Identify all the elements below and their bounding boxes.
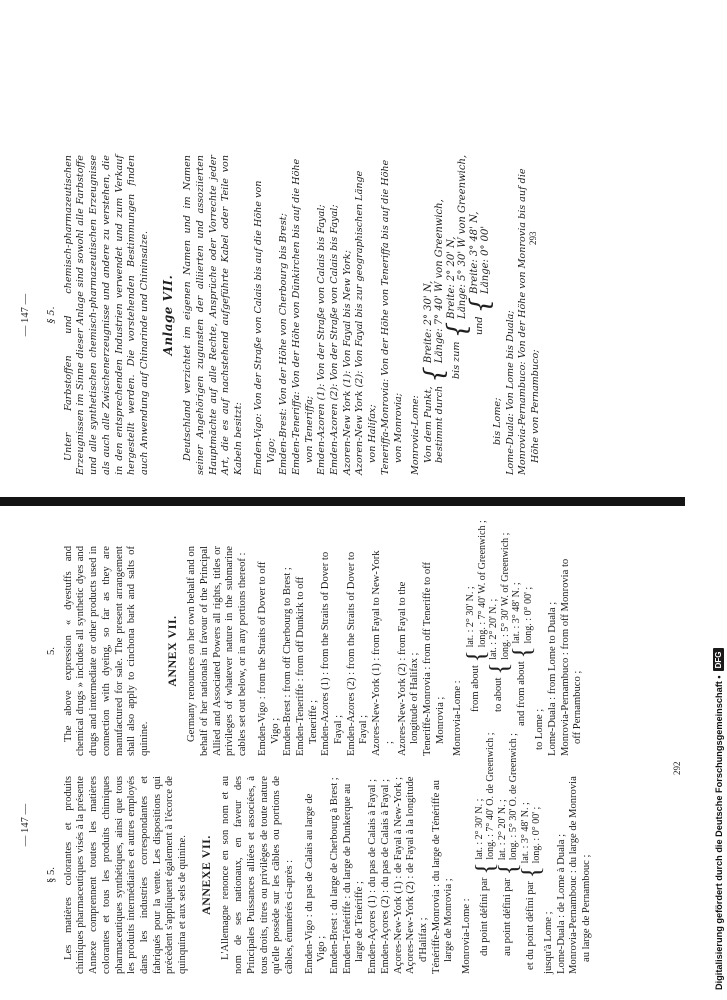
fr-section-text: Les matières colorantes et produits chimiques pharmaceutiques visés à la présente Annexe comprennent toutes les matières colorantes et tous les produits chimiques pharmaceutiques synthétiques, ainsi que tous les produits intermédiaires et autres employés dans les industries correspondantes et fabriqués pour la vente. Les dispositions qui précèdent s'appliquent également à l'écorce de quinquina et aux sels de quinine. <box>62 776 189 974</box>
brace-glyph: { <box>507 646 537 659</box>
fr-section-mark: § 5. <box>46 867 57 883</box>
en-cable-item: Emden-Vigo : from the Straits of Dover to off Vigo ; <box>256 561 281 756</box>
brace-glyph: { <box>516 866 546 879</box>
fr-monrovia-lome: Monrovia-Lome : <box>461 898 473 974</box>
fr-annex-intro: L'Allemagne renonce en son nom et au nom de ses nationaux, en faveur des Principales Puissances alliées et associées, à tous droits, titres ou privilèges de toute nature qu'elle possède sur les câbles ou portions de câbles, énumérés ci-après : <box>220 776 295 974</box>
en-cable-item: Emden-Azores (1) : from the Straits of Dover to Fayal ; <box>320 551 345 756</box>
en-to-point: to about { lat. : 2° 20' N. ; long. : 5° 30' W. of Greenwich ; <box>484 532 514 712</box>
de-cable-item: Emden-Azoren (1): Von der Straße von Calais bis Fayal; <box>316 204 328 475</box>
fr-to-point: au point défini par { lat. : 2° 20' N. ; long. : 5° 30' O. de Greenwich ; <box>493 733 523 956</box>
left-page-number: — 147 — <box>20 803 31 847</box>
fr-until: jusqu'à Lome ; <box>542 911 554 974</box>
brace-glyph: { <box>419 366 450 383</box>
de-cable-item: Azoren-New York (2): Von Fayal bis zur geographischen Länge von Halifax; <box>354 170 379 475</box>
right-page-number: — 147 — <box>20 293 31 337</box>
en-until: to Lome ; <box>534 708 546 750</box>
fr-from-point: du point défini par { lat. : 2° 30' N. ; long. : 7° 40' O. de Greenwich ; <box>470 732 500 956</box>
de-section-mark: § 5. <box>46 306 57 324</box>
de-lome-duala: Lome-Duala: Von Lome bis Duala; <box>504 310 516 475</box>
brace-glyph: { <box>484 662 514 675</box>
de-annex-title: Anlage VII. <box>160 274 175 356</box>
de-cable-item: Emden-Brest: Von der Höhe von Cherbourg bis Brest; <box>278 213 290 475</box>
en-lome-duala: Lome-Duala : from Lome to Duala ; <box>546 601 558 756</box>
de-cable-item: Emden-Teneriffa: Von der Höhe von Dünkirchen bis auf die Höhe von Teneriffa; <box>290 158 315 475</box>
brace-glyph: { <box>470 862 500 875</box>
en-cable-item: Azores-New-York (2) : from Fayal to the longitude of Halifax ; <box>396 581 421 756</box>
left-page-code: 292 <box>672 761 682 775</box>
de-annex-intro: Deutschland verzichtet im eigenen Namen und im Namen seiner Angehörigen zugunsten der alliierten und assoziierten Hauptmächte auf alle Rechte, Ansprüche oder Vorrechte jeder Art, die es auf nachstehend aufgeführte Kabel oder Teile von Kabeln besitzt: <box>182 155 245 475</box>
german-column <box>44 155 543 475</box>
de-cable-item: Azoren-New York (1): Von Fayal bis New York; <box>341 250 353 475</box>
de-cable-item: Emden-Azoren (2): Von der Straße von Calais bis Fayal; <box>329 204 341 475</box>
en-and-point: and from about { lat. : 3° 48' N. ; long. : 0° 00' ; <box>507 582 537 726</box>
page-gutter <box>0 497 685 506</box>
en-annex-title: ANNEX VII. <box>164 615 179 687</box>
brace-glyph: { <box>465 296 496 314</box>
de-until: bis Lome; <box>491 397 503 445</box>
en-cable-item: Emden-Azores (2) : from the Straits of Dover to Fayal ; <box>345 551 370 756</box>
de-cable-item: Teneriffa-Monrovia: Von der Höhe von Teneriffa bis auf die Höhe von Monrovia; <box>379 159 404 475</box>
en-cable-item: Teneriffe-Monrovia : from off Teneriffe to off Monrovia ; <box>421 561 446 756</box>
fr-cable-item: Açores-New-York (1) : de Fayal à New-York ; <box>392 776 404 974</box>
credit-text: Digitalisierung gefördert durch die Deutsche Forschungsgemeinschaft • <box>713 675 724 990</box>
en-section-text: The above expression « dyestuffs and chemical drugs » includes all synthetic dyes and drugs and intermediate or other products used in connection with dyeing, so far as they are manufactured for sale. The present arrangement shall also apply to cinchona bark and salts of quinine. <box>62 546 150 756</box>
french-column <box>44 732 594 974</box>
fr-cable-item: Emden-Brest : du large de Cherbourg à Brest ; <box>329 777 341 974</box>
fr-cable-item: Emden-Açores (2) : du pas de Calais à Fayal ; <box>379 778 391 974</box>
brace-glyph: { <box>493 862 523 876</box>
dfg-logo-icon: DFG <box>713 648 724 671</box>
de-monrovia-lome: Monrovia-Lome: <box>410 395 422 475</box>
en-cable-item: Emden-Teneriffe : from off Dunkirk to off Teneriffe ; <box>294 576 319 756</box>
brace-glyph: { <box>461 650 491 663</box>
fr-cable-item: Ténériffe-Monrovia : du large de Ténériffe au large de Monrovia ; <box>430 780 455 974</box>
en-section-mark: 5. <box>46 647 57 655</box>
en-monrovia-lome: Monrovia-Lome : <box>452 680 464 756</box>
en-monrovia-pernambuco: Monrovia-Pernambuco : from off Monrovia to off Pernambuco ; <box>559 558 584 756</box>
fr-cable-item: Emden-Açores (1) : du pas de Calais à Fayal ; <box>367 778 379 974</box>
fr-monrovia-pernambouc: Monrovia-Pernambouc : du large de Monrovia au large de Pernambouc ; <box>568 776 592 974</box>
brace-glyph: { <box>442 321 473 339</box>
de-cable-item: Emden-Vigo: Von der Straße von Calais bis auf die Höhe von Vigo; <box>252 180 277 475</box>
en-annex-intro: Germany renounces on her own behalf and on behalf of her nationals in favour of the Principal Allied and Associated Powers all rights, titles or privileges of whatever nature in the submarine cables set out below, or in any portions thereof : <box>186 546 249 756</box>
fr-cable-item: Emden-Vigo : du pas de Calais au large de Vigo ; <box>303 793 328 974</box>
digitization-credit <box>713 10 724 990</box>
de-section-text: Unter Farbstoffen und chemisch-pharmazeutischen Erzeugnissen im Sinne dieser Anlage sind sowohl alle Farbstoffe und alle synthetischen chemisch-pharmazeutischen Erzeugnisse als auch alle Zwischenerzeugnisse und andere zu verstehen, die in den entsprechenden Industrien verwendet und zum Verkauf hergestellt werden. Die vorstehenden Bestimmungen finden auch Anwendung auf Chinarinde und Chininsalze. <box>62 155 150 475</box>
english-column <box>44 520 585 756</box>
en-cable-item: Azores-New-York (1) : from Fayal to New-York ; <box>371 550 395 756</box>
en-cable-item: Emden-Brest : from off Cherbourg to Brest ; <box>282 567 294 756</box>
de-monrovia-pernambuco: Monrovia-Pernambuco: Von der Höhe von Monrovia bis auf die Höhe von Pernambuco; <box>517 168 542 475</box>
de-to-point: bis zum { Breite: 2° 20' N, Länge: 5° 30' W von Greenwich, <box>442 154 473 379</box>
fr-lome-duala: Lome-Duala : de Lome à Duala ; <box>555 833 567 974</box>
fr-annex-title: ANNEXE VII. <box>198 835 213 915</box>
fr-cable-item: Açores-New-York (2) : de Fayal à la longitude d'Halifax ; <box>405 776 429 974</box>
fr-and-point: et du point défini par { lat. : 3° 48' N. ; long. : 0° 00' ; <box>516 802 546 970</box>
fr-cable-item: Emden-Ténériffe : du large de Dunkerque au large de Ténériffe ; <box>341 783 366 974</box>
de-and-point: und { Breite: 3° 48' N, Länge: 0° 00' <box>465 211 496 335</box>
de-from-point: Von dem Punkt, bestimmt durch { Breite: 2° 30' N, Länge: 7° 40' W von Greenwich, <box>419 199 450 463</box>
right-page-code: 293 <box>528 231 538 245</box>
en-from-point: from about { lat. : 2° 30' N. ; long. : 7° 40' W. of Greenwich ; <box>461 520 491 712</box>
